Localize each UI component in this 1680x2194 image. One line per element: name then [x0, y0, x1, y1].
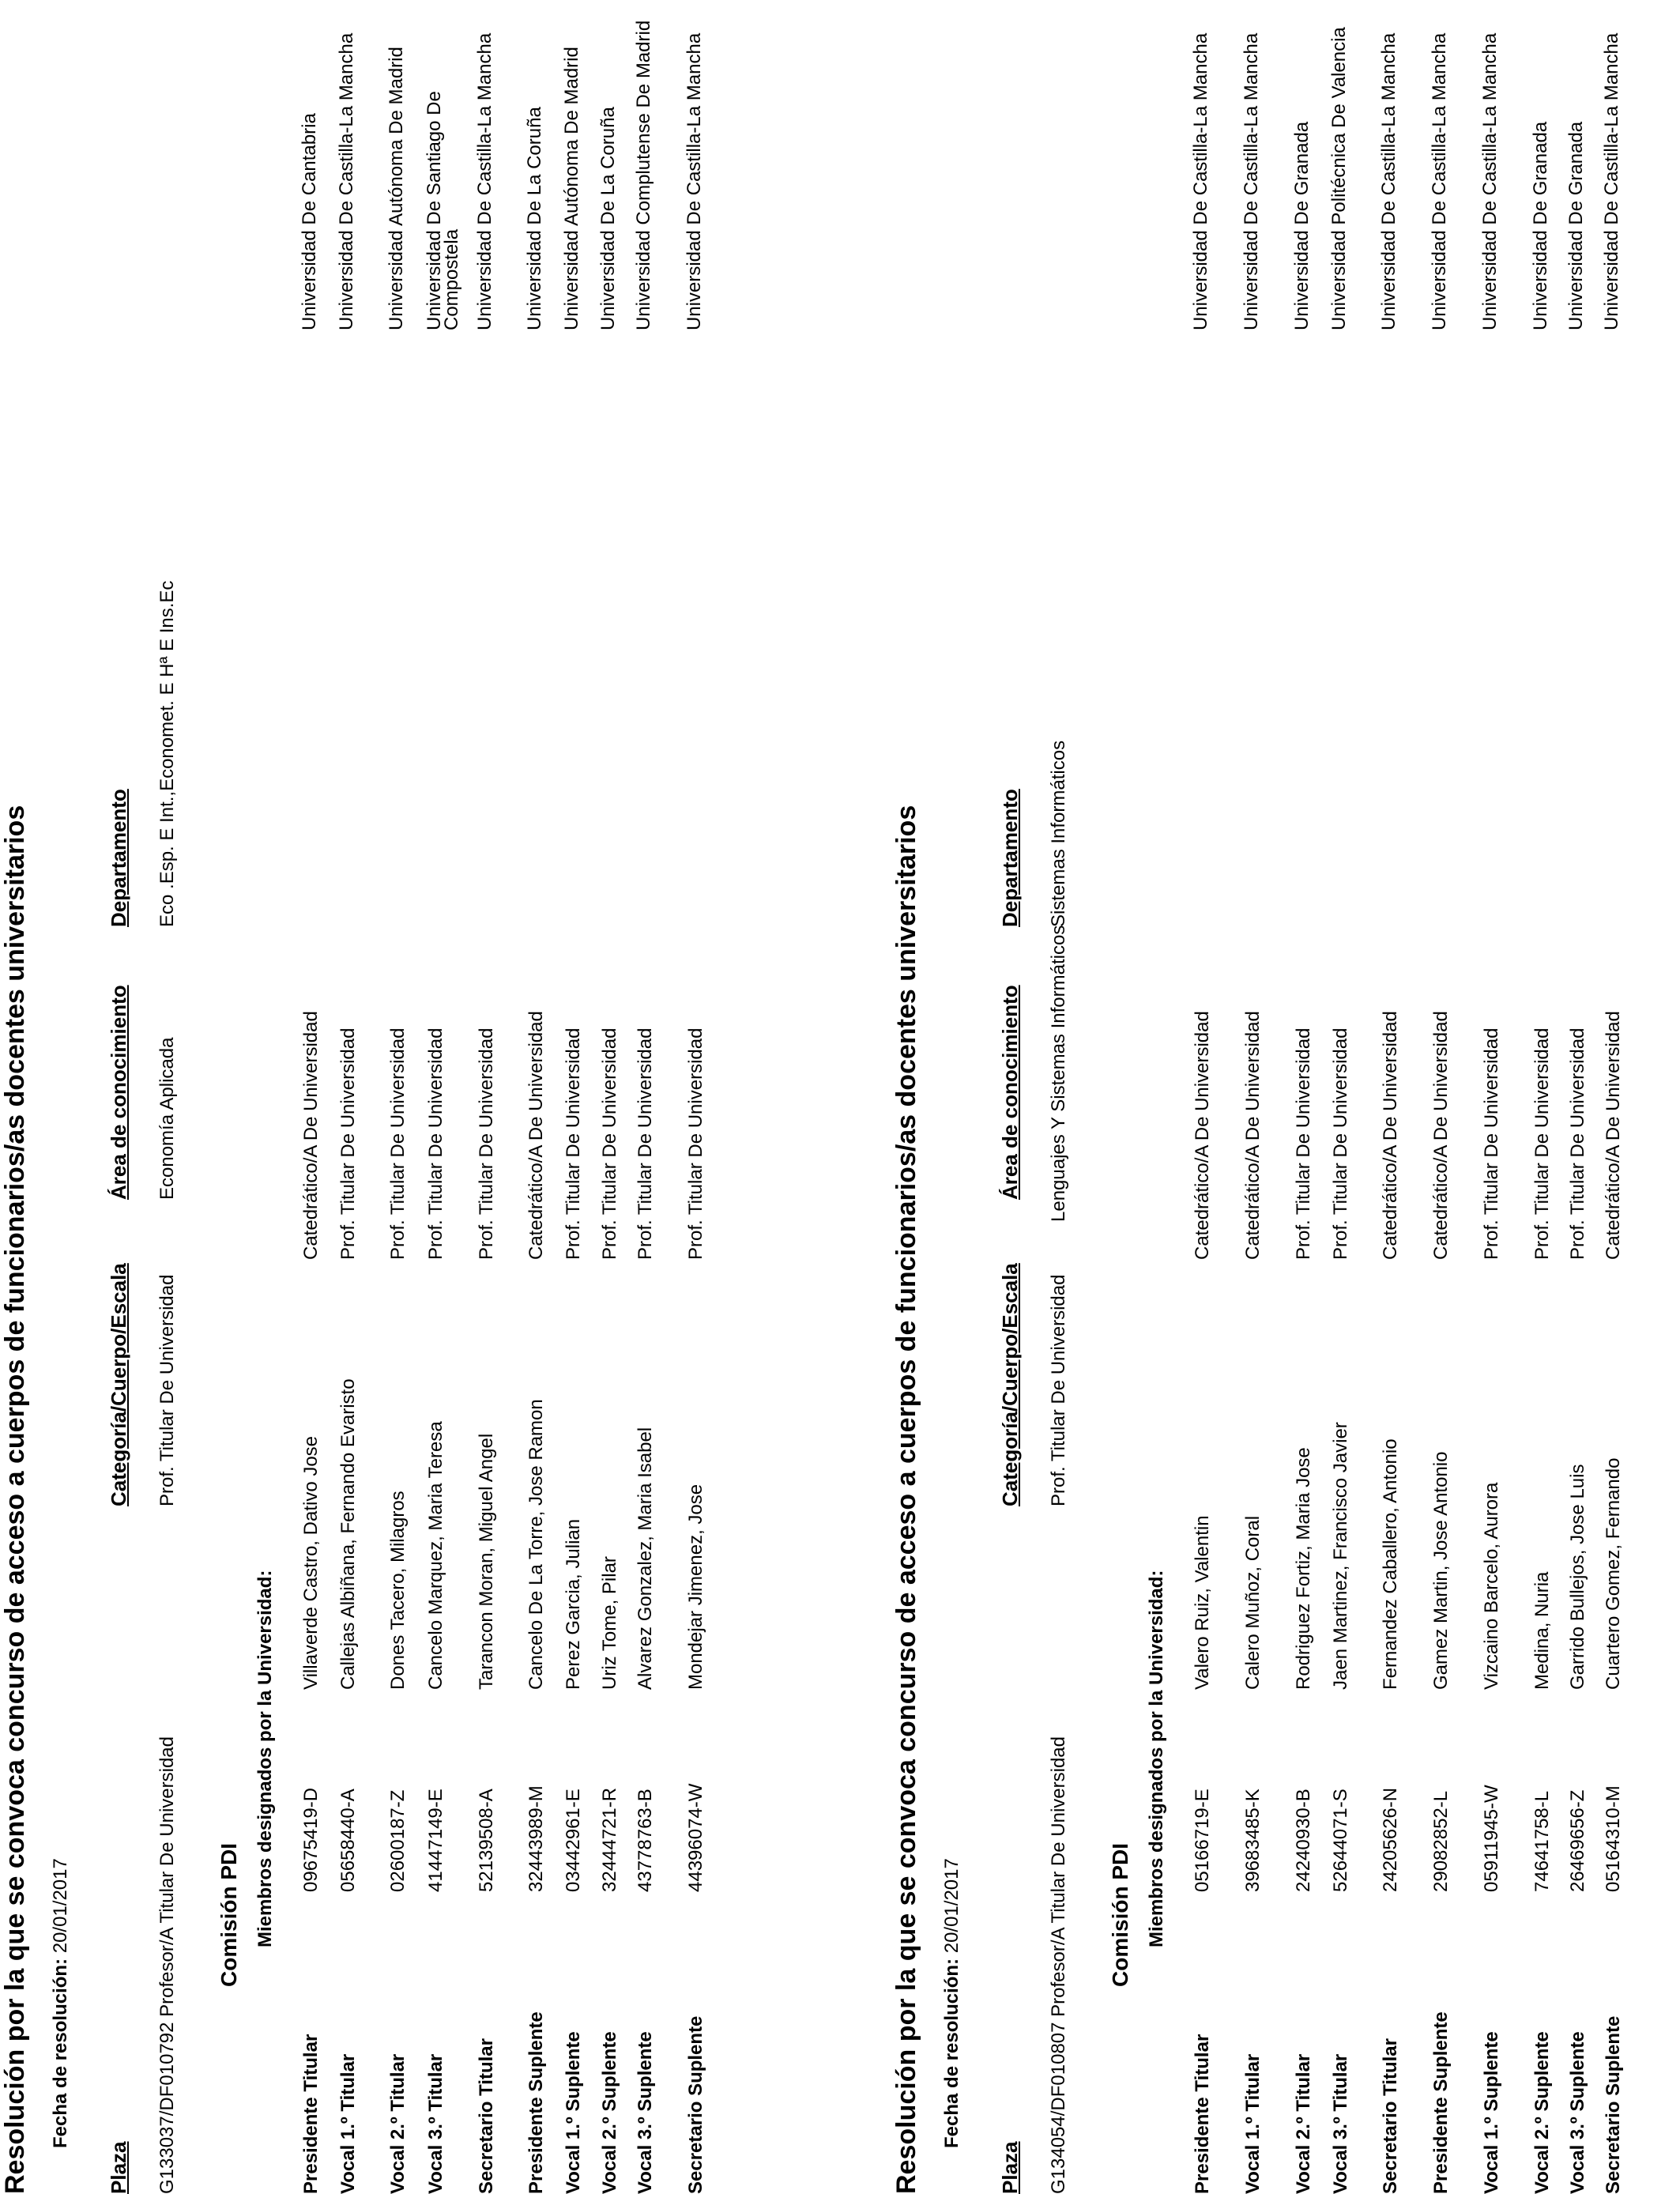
- member-role: Secretario Suplente: [685, 2015, 706, 2194]
- member-university: Universidad De Castilla-La Mancha: [1241, 32, 1262, 330]
- member-row: [1481, 0, 1520, 2194]
- header-categoria: Categoría/Cuerpo/Escala: [998, 1263, 1022, 1506]
- member-dni: 52139508-A: [476, 1789, 497, 1892]
- member-university: Universidad De Granada: [1530, 121, 1551, 330]
- member-dni: 24240930-B: [1293, 1789, 1314, 1892]
- member-role: Vocal 2.º Suplente: [1531, 2031, 1553, 2194]
- member-role: Vocal 3.º Suplente: [1567, 2031, 1588, 2194]
- member-university: Universidad De Granada: [1565, 121, 1587, 330]
- member-category: Prof. Titular De Universidad: [685, 1027, 706, 1260]
- date-value: 20/01/2017: [941, 1858, 962, 1954]
- member-category: Prof. Titular De Universidad: [1531, 1027, 1553, 1260]
- member-name: Medina, Nuria: [1531, 1571, 1553, 1690]
- member-role: Vocal 1.º Titular: [337, 2053, 359, 2194]
- member-row: [1192, 0, 1231, 2194]
- header-departamento: Departamento: [107, 789, 130, 927]
- member-category: Prof. Titular De Universidad: [425, 1027, 446, 1260]
- member-row: [1242, 0, 1282, 2194]
- member-dni: 39683485-K: [1242, 1789, 1264, 1892]
- member-category: Prof. Titular De Universidad: [1481, 1027, 1502, 1260]
- member-dni: 44396074-W: [685, 1783, 706, 1892]
- member-name: Calero Muñoz, Coral: [1242, 1515, 1264, 1690]
- member-name: Callejas Albiñana, Fernando Evaristo: [337, 1378, 359, 1690]
- member-dni: 26469656-Z: [1567, 1789, 1588, 1892]
- plaza-value: G133037/DF010792 Profesor/A Titular De Universidad: [156, 1736, 178, 2194]
- member-university: Universidad De Castilla-La Mancha: [1601, 32, 1622, 330]
- member-university: Universidad Complutense De Madrid: [633, 20, 654, 330]
- member-category: Prof. Titular De Universidad: [337, 1027, 359, 1260]
- member-name: Villaverde Castro, Dativo Jose: [300, 1435, 322, 1690]
- member-university: Universidad De Granada: [1291, 121, 1313, 330]
- resolution-title: Resolución por la que se convoca concurso de acceso a cuerpos de funcionarios/as docentes universitarios: [0, 805, 30, 2194]
- header-area: Área de conocimiento: [998, 985, 1022, 1200]
- member-row: [685, 0, 725, 2194]
- member-dni: 32443989-M: [525, 1785, 547, 1892]
- member-university: Universidad De Santiago De Compostela: [424, 91, 462, 330]
- miembros-heading: Miembros designados por la Universidad:: [254, 1570, 276, 1947]
- member-category: Prof. Titular De Universidad: [387, 1027, 409, 1260]
- member-row: [1380, 0, 1419, 2194]
- area-value: Lenguajes Y Sistemas Informáticos: [1048, 925, 1069, 1222]
- member-university: Universidad De Castilla-La Mancha: [684, 32, 705, 330]
- date-value: 20/01/2017: [50, 1858, 71, 1954]
- member-university: Universidad Autónoma De Madrid: [561, 47, 582, 330]
- member-row: [1430, 0, 1470, 2194]
- member-dni: 24205626-N: [1380, 1787, 1401, 1892]
- member-role: Presidente Titular: [1192, 2034, 1213, 2194]
- member-category: Catedrático/A De Universidad: [300, 1011, 322, 1260]
- member-university: Universidad Politécnica De Valencia: [1328, 27, 1350, 330]
- member-dni: 05166719-E: [1192, 1789, 1213, 1892]
- member-row: [337, 0, 377, 2194]
- member-role: Secretario Titular: [476, 2038, 497, 2194]
- member-dni: 74641758-L: [1531, 1790, 1553, 1892]
- member-name: Jaen Martinez, Francisco Javier: [1330, 1422, 1351, 1690]
- member-category: Catedrático/A De Universidad: [1380, 1011, 1401, 1260]
- departamento-value: Sistemas Informáticos: [1048, 740, 1069, 927]
- member-role: Vocal 3.º Suplente: [635, 2031, 656, 2194]
- member-role: Vocal 1.º Titular: [1242, 2053, 1264, 2194]
- categoria-value: Prof. Titular De Universidad: [156, 1274, 178, 1506]
- member-name: Uriz Tome, Pilar: [599, 1556, 620, 1690]
- member-category: Prof. Titular De Universidad: [563, 1027, 584, 1260]
- header-categoria: Categoría/Cuerpo/Escala: [107, 1263, 130, 1506]
- member-dni: 03442961-E: [563, 1789, 584, 1892]
- member-name: Perez Garcia, Julian: [563, 1518, 584, 1690]
- member-row: [300, 0, 340, 2194]
- member-role: Presidente Suplente: [525, 2011, 547, 2194]
- area-value: Economía Aplicada: [156, 1037, 178, 1200]
- member-role: Vocal 2.º Titular: [387, 2053, 409, 2194]
- member-dni: 29082852-L: [1430, 1790, 1452, 1892]
- resolution-date: [50, 1858, 72, 2148]
- comision-heading: Comisión PDI: [217, 1842, 241, 1987]
- member-university: Universidad De Castilla-La Mancha: [474, 32, 495, 330]
- departamento-value: Eco .Esp. E Int.,Economet. E Hª E Ins.Ec: [156, 580, 178, 927]
- member-name: Cuartero Gomez, Fernando: [1603, 1457, 1624, 1690]
- member-category: Prof. Titular De Universidad: [599, 1027, 620, 1260]
- resolution-title: Resolución por la que se convoca concurso de acceso a cuerpos de funcionarios/as docentes universitarios: [891, 805, 921, 2194]
- header-area: Área de conocimiento: [107, 985, 130, 1200]
- member-row: [425, 0, 465, 2194]
- member-name: Alvarez Gonzalez, Maria Isabel: [635, 1427, 656, 1690]
- member-university: Universidad De Castilla-La Mancha: [1429, 32, 1450, 330]
- member-role: Vocal 1.º Suplente: [563, 2031, 584, 2194]
- header-plaza: Plaza: [107, 2141, 130, 2194]
- member-name: Cancelo Marquez, Maria Teresa: [425, 1421, 446, 1690]
- member-dni: 41447149-E: [425, 1789, 446, 1892]
- plaza-value: G134054/DF010807 Profesor/A Titular De Universidad: [1048, 1736, 1069, 2194]
- member-name: Dones Tacero, Milagros: [387, 1491, 409, 1690]
- member-category: Prof. Titular De Universidad: [476, 1027, 497, 1260]
- member-university: Universidad De Cantabria: [299, 113, 320, 330]
- member-name: Valero Ruiz, Valentin: [1192, 1515, 1213, 1690]
- member-row: [476, 0, 515, 2194]
- member-dni: 32444721-R: [599, 1787, 620, 1892]
- member-university: Universidad De Castilla-La Mancha: [1190, 32, 1211, 330]
- member-role: Presidente Suplente: [1430, 2011, 1452, 2194]
- member-role: Secretario Suplente: [1603, 2015, 1624, 2194]
- member-name: Mondejar Jimenez, Jose: [685, 1483, 706, 1690]
- member-dni: 05658440-A: [337, 1789, 359, 1892]
- member-dni: 52644071-S: [1330, 1789, 1351, 1892]
- member-name: Tarancon Moran, Miguel Angel: [476, 1433, 497, 1690]
- member-role: Vocal 1.º Suplente: [1481, 2031, 1502, 2194]
- member-name: Gamez Martin, Jose Antonio: [1430, 1451, 1452, 1690]
- categoria-value: Prof. Titular De Universidad: [1048, 1274, 1069, 1506]
- member-role: Vocal 3.º Titular: [1330, 2053, 1351, 2194]
- date-label: Fecha de resolución:: [50, 1958, 71, 2148]
- member-category: Prof. Titular De Universidad: [1567, 1027, 1588, 1260]
- member-dni: 43778763-B: [635, 1789, 656, 1892]
- member-role: Presidente Titular: [300, 2034, 322, 2194]
- member-role: Vocal 2.º Suplente: [599, 2031, 620, 2194]
- member-row: [1293, 0, 1332, 2194]
- member-category: Catedrático/A De Universidad: [1603, 1011, 1624, 1260]
- member-name: Vizcaino Barcelo, Aurora: [1481, 1482, 1502, 1690]
- member-role: Vocal 3.º Titular: [425, 2053, 446, 2194]
- member-row: [525, 0, 565, 2194]
- member-row: [1330, 0, 1369, 2194]
- member-category: Catedrático/A De Universidad: [525, 1011, 547, 1260]
- member-role: Vocal 2.º Titular: [1293, 2053, 1314, 2194]
- member-role: Secretario Titular: [1380, 2038, 1401, 2194]
- member-university: Universidad De Castilla-La Mancha: [1378, 32, 1399, 330]
- member-category: Catedrático/A De Universidad: [1192, 1011, 1213, 1260]
- member-dni: 05164310-M: [1603, 1785, 1624, 1892]
- date-label: Fecha de resolución:: [941, 1958, 962, 2148]
- member-row: [563, 0, 602, 2194]
- member-dni: 05911945-W: [1481, 1785, 1502, 1892]
- member-university: Universidad De Castilla-La Mancha: [336, 32, 357, 330]
- member-category: Prof. Titular De Universidad: [1330, 1027, 1351, 1260]
- member-university: Universidad De Castilla-La Mancha: [1479, 32, 1501, 330]
- member-dni: 02600187-Z: [387, 1789, 409, 1892]
- member-category: Prof. Titular De Universidad: [1293, 1027, 1314, 1260]
- member-category: Catedrático/A De Universidad: [1430, 1011, 1452, 1260]
- member-name: Fernandez Caballero, Antonio: [1380, 1438, 1401, 1690]
- member-row: [387, 0, 427, 2194]
- member-category: Catedrático/A De Universidad: [1242, 1011, 1264, 1260]
- comision-heading: Comisión PDI: [1108, 1842, 1132, 1987]
- member-row: [635, 0, 674, 2194]
- member-dni: 09675419-D: [300, 1787, 322, 1892]
- miembros-heading: Miembros designados por la Universidad:: [1146, 1570, 1167, 1947]
- member-name: Cancelo De La Torre, Jose Ramon: [525, 1399, 547, 1690]
- member-category: Prof. Titular De Universidad: [635, 1027, 656, 1260]
- member-name: Garrido Bullejos, Jose Luis: [1567, 1464, 1588, 1690]
- member-name: Rodriguez Fortiz, Maria Jose: [1293, 1447, 1314, 1690]
- resolution-date: [941, 1858, 963, 2148]
- member-university: Universidad Autónoma De Madrid: [386, 47, 407, 330]
- member-row: [1603, 0, 1642, 2194]
- header-departamento: Departamento: [998, 789, 1022, 927]
- member-university: Universidad De La Coruña: [524, 107, 545, 330]
- header-plaza: Plaza: [998, 2141, 1022, 2194]
- member-university: Universidad De La Coruña: [597, 107, 619, 330]
